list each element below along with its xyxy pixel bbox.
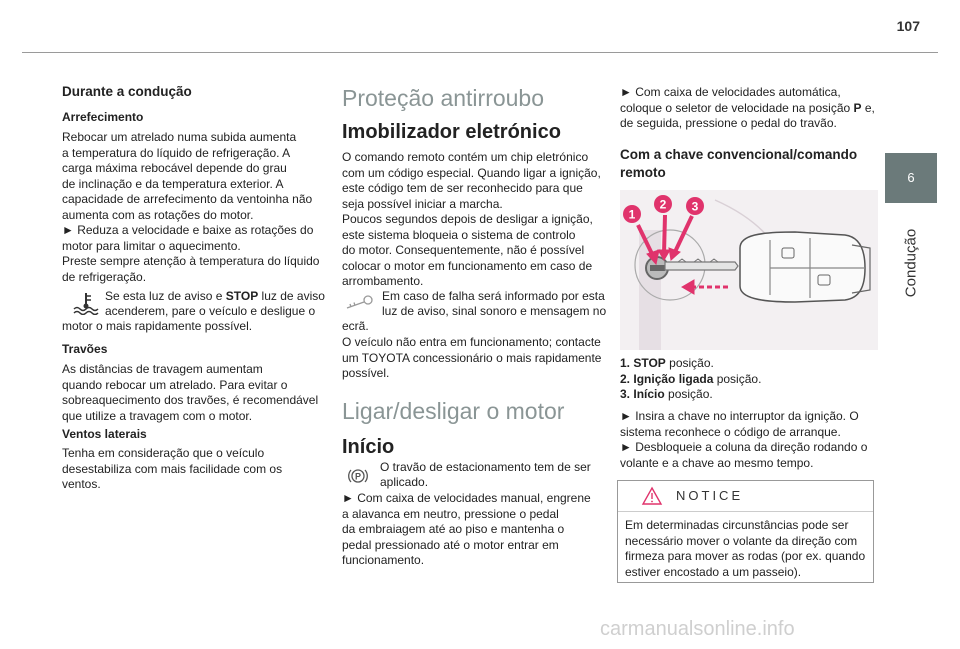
warning-line-3: motor o mais rapidamente possível. xyxy=(62,319,253,333)
ignition-key-figure xyxy=(620,190,878,350)
heading-start: Início xyxy=(342,436,395,458)
notice-text: Em determinadas circunstâncias pode ser necessário mover o volante da direção com firmeza para mover as rodas (por ex. quando estiver encostado a um passeio). xyxy=(625,518,866,579)
warning-line-1: Se esta luz de aviso e STOP luz de aviso xyxy=(105,289,325,303)
subheading-brakes: Travões xyxy=(62,342,108,356)
automatic-gearbox-text: ► Com caixa de velocidades automática, coloque o seletor de velocidade na posição P e, de seguida, pressione o pedal do travão. xyxy=(620,85,875,130)
chapter-label: Condução xyxy=(902,228,920,298)
key-warning-icon xyxy=(344,294,374,312)
notice-header xyxy=(618,481,873,512)
immobiliser-text: O comando remoto contém um chip eletrónico com um código especial. Quando ligar a ignição, este código tem de ser reconhecido para que seja possível iniciar a marcha. Poucos segundos depois de desligar a ignição, este sistema bloqueia o sistema de controlo do motor. Consequentemente, não é possível colocar o motor em funcionamento em caso de arrombamento. xyxy=(342,150,601,288)
key-warning-line-2: luz de aviso, sinal sonoro e mensagem no xyxy=(382,304,607,318)
svg-text:P: P xyxy=(354,471,362,482)
warning-line-2: acenderem, pare o veículo e desligue o xyxy=(105,304,316,318)
subheading-cooling: Arrefecimento xyxy=(62,110,144,124)
section-title-start-stop: Ligar/desligar o motor xyxy=(342,398,565,424)
insert-key-text: ► Insira a chave no interruptor da ignição. O sistema reconhece o código de arranque. ► Desbloqueie a coluna da direção rodando o volante e a chave ao mesmo tempo. xyxy=(620,409,868,470)
brakes-text: As distâncias de travagem aumentam quando rebocar um atrelado. Para evitar o sobreaquecimento dos travões, é recomendável que utilize a travagem com o motor. xyxy=(62,362,319,423)
list-item: 1. STOP posição. xyxy=(620,356,714,370)
crosswinds-text: Tenha em consideração que o veículo desestabiliza com mais facilidade com os ventos. xyxy=(62,446,283,491)
chapter-tab[interactable]: 6 xyxy=(885,153,937,203)
figure-label-1: 1 xyxy=(628,207,636,222)
cooling-text: Rebocar um atrelado numa subida aumenta a temperatura do líquido de refrigeração. A carga máxima rebocável depende do grau de inclinação e da temperatura exterior. A capacidade de arrefecimento da ventoinha não aumenta com as rotações do motor. ► Reduza a velocidade e baixe as rotações do motor para limitar o aquecimento. Preste sempre atenção à temperatura do líquido de refrigeração. xyxy=(62,130,320,284)
page-number: 107 xyxy=(896,18,920,34)
key-warning-line-3: ecrã. xyxy=(342,319,369,333)
list-item: 2. Ignição ligada posição. xyxy=(620,371,762,386)
heading-immobiliser: Imobilizador eletrónico xyxy=(342,121,561,143)
parking-brake-icon xyxy=(348,466,368,486)
subheading-crosswinds: Ventos laterais xyxy=(62,427,147,441)
header-rule xyxy=(22,52,938,53)
dealer-text: O veículo não entra em funcionamento; contacte um TOYOTA concessionário o mais rapidamente possível. xyxy=(342,335,602,380)
warning-triangle-icon xyxy=(641,486,663,506)
figure-label-3: 3 xyxy=(691,199,699,214)
section-title-antitheft: Proteção antirroubo xyxy=(342,85,545,111)
watermark: carmanualsonline.info xyxy=(600,618,795,640)
position-list xyxy=(620,356,878,403)
brake-line-2: aplicado. xyxy=(380,475,429,489)
list-item: 3. Início posição. xyxy=(620,387,713,401)
key-warning-line-1: Em caso de falha será informado por esta xyxy=(382,289,605,303)
figure-label-2: 2 xyxy=(659,197,667,212)
section-heading: Durante a condução xyxy=(62,84,192,99)
manual-gearbox-text: ► Com caixa de velocidades manual, engrene a alavanca em neutro, pressione o pedal da embraiagem até ao piso e mantenha o pedal pressionado até o motor entrar em funcionamento. xyxy=(342,491,591,567)
notice-box xyxy=(617,480,874,583)
notice-title: NOTICE xyxy=(676,488,744,503)
brake-line-1: O travão de estacionamento tem de ser xyxy=(380,460,591,474)
coolant-temperature-icon xyxy=(72,291,100,315)
heading-conventional-key: Com a chave convencional/comando remoto xyxy=(620,147,858,180)
